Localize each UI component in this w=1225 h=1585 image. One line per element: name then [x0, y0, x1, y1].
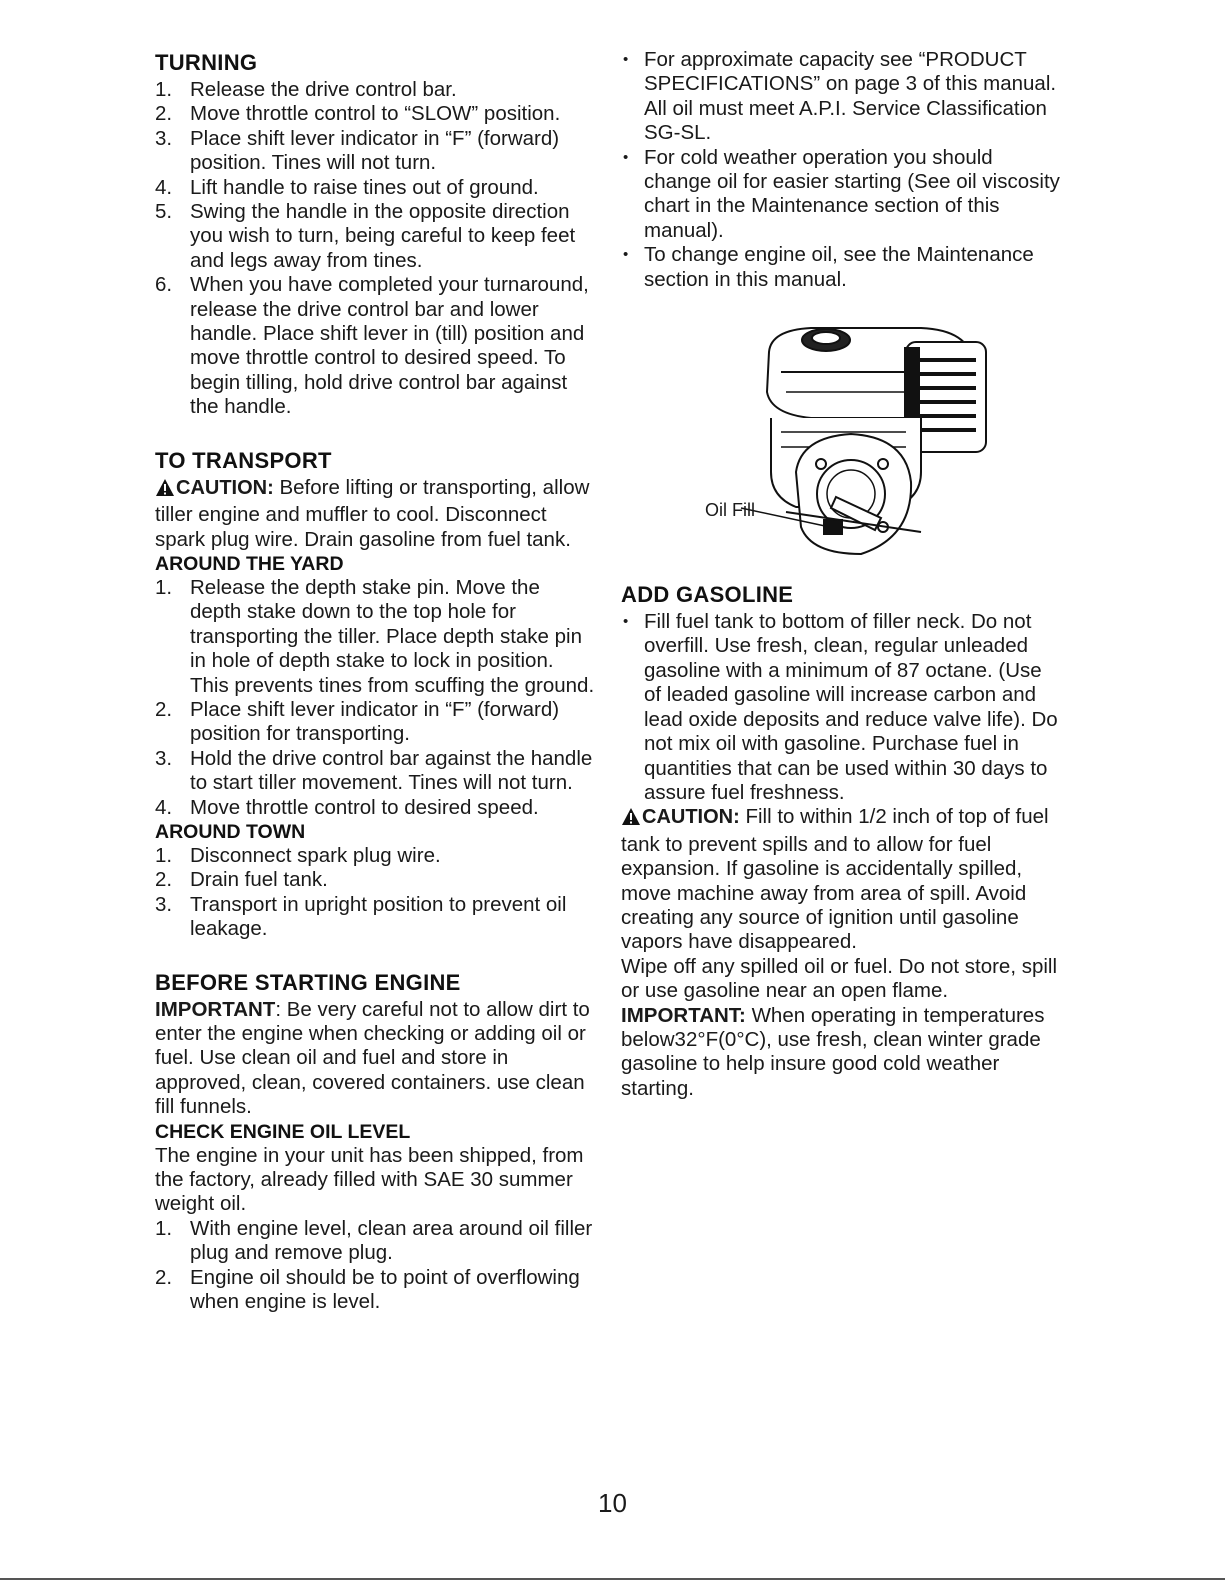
transport-caution: CAUTION: Before lifting or transporting, allow tiller engine and muffler to cool. Disconnect spark plug wire. Drain gasoline from fuel tank.	[155, 475, 590, 551]
list-item: 2. Engine oil should be to point of overflowing when engine is level.	[155, 1265, 580, 1314]
gasoline-bullets	[621, 610, 1061, 805]
around-yard-steps	[155, 576, 595, 820]
engine-illustration	[621, 322, 1061, 562]
gasoline-important: IMPORTANT: When operating in temperatures below32°F(0°C), use fresh, clean winter grade gasoline to help insure good cold weather starting.	[621, 1003, 1045, 1100]
caution-label: CAUTION:	[642, 806, 740, 829]
around-yard-heading: AROUND THE YARD	[155, 552, 344, 575]
oil-fill-label: Oil Fill	[705, 500, 755, 521]
check-oil-heading: CHECK ENGINE OIL LEVEL	[155, 1120, 411, 1143]
list-item: 1. Disconnect spark plug wire.	[155, 843, 441, 867]
list-item: 2. Place shift lever indicator in “F” (forward) position for transporting.	[155, 697, 560, 746]
list-item: • For cold weather operation you should change oil for easier starting (See oil viscosity chart in the Maintenance section of this manual).	[621, 146, 1061, 244]
turning-steps	[155, 78, 595, 420]
important-label: IMPORTANT	[155, 997, 276, 1021]
engine-figure	[621, 322, 1061, 562]
list-item: 6. When you have completed your turnaround, release the drive control bar and lower handle. Place shift lever in (till) position and move throttle control to desired speed. To begin tilling, hold drive control bar against the handle.	[155, 273, 589, 419]
gasoline-caution: CAUTION: Fill to within 1/2 inch of top of fuel tank to prevent spills and to allow for fuel expansion. If gasoline is accidentally spilled, move machine away from area of spill. Avoid creating any source of ignition until gasoline vapors have disappeared.	[621, 805, 1049, 954]
list-item: 1. Release the drive control bar.	[155, 78, 457, 101]
list-item: 3. Transport in upright position to prevent oil leakage.	[155, 892, 567, 941]
list-item: 1. With engine level, clean area around oil filler plug and remove plug.	[155, 1216, 593, 1265]
wipe-note: Wipe off any spilled oil or fuel. Do not store, spill or use gasoline near an open flame.	[621, 954, 1058, 1003]
list-item: • To change engine oil, see the Maintenance section in this manual.	[621, 243, 1061, 292]
check-oil-steps	[155, 1217, 595, 1315]
list-item: • For approximate capacity see “PRODUCT SPECIFICATIONS” on page 3 of this manual. All oil must meet A.P.I. Service Classification SG-SL.	[621, 48, 1061, 146]
warning-triangle-icon	[621, 807, 641, 832]
oil-bullets	[621, 48, 1061, 292]
oil-intro: The engine in your unit has been shipped, from the factory, already filled with SAE 30 summer weight oil.	[155, 1143, 584, 1216]
list-item: 3. Place shift lever indicator in “F” (forward) position. Tines will not turn.	[155, 126, 560, 175]
left-column	[155, 48, 595, 1314]
warning-triangle-icon	[155, 478, 175, 503]
important-label: IMPORTANT:	[621, 1003, 746, 1027]
around-town-steps	[155, 844, 595, 942]
transport-heading: TO TRANSPORT	[155, 447, 332, 473]
list-item: 4. Lift handle to raise tines out of ground.	[155, 175, 539, 199]
around-town-heading: AROUND TOWN	[155, 820, 306, 843]
add-gasoline-heading: ADD GASOLINE	[621, 582, 794, 608]
right-column	[621, 48, 1061, 1101]
list-item: 5. Swing the handle in the opposite direction you wish to turn, being careful to keep feet and legs away from tines.	[155, 200, 576, 272]
turning-heading: TURNING	[155, 50, 258, 75]
list-item: 2. Drain fuel tank.	[155, 868, 328, 892]
list-item: 2. Move throttle control to “SLOW” position.	[155, 102, 561, 126]
list-item: 4. Move throttle control to desired speed.	[155, 795, 539, 819]
important-note: IMPORTANT: Be very careful not to allow dirt to enter the engine when checking or adding oil or fuel. Use clean oil and fuel and store in approved, clean, covered containers. use clean fill funnels.	[155, 997, 590, 1119]
list-item: 1. Release the depth stake pin. Move the depth stake down to the top hole for transporting the tiller. Place depth stake pin in hole of depth stake to lock in position. This prevents tines from scuffing the ground.	[155, 575, 595, 697]
list-item: 3. Hold the drive control bar against the handle to start tiller movement. Tines will not turn.	[155, 746, 593, 795]
bottom-rule	[0, 1578, 1225, 1580]
before-starting-heading: BEFORE STARTING ENGINE	[155, 969, 461, 995]
page-number: 10	[598, 1488, 627, 1518]
caution-label: CAUTION:	[176, 476, 274, 499]
list-item: • Fill fuel tank to bottom of filler neck. Do not overfill. Use fresh, clean, regular unleaded gasoline with a minimum of 87 octane. (Use of leaded gasoline will increase carbon and lead oxide deposits and reduce valve life). Do not mix oil with gasoline. Purchase fuel in quantities that can be used within 30 days to assure fuel freshness.	[621, 610, 1061, 805]
